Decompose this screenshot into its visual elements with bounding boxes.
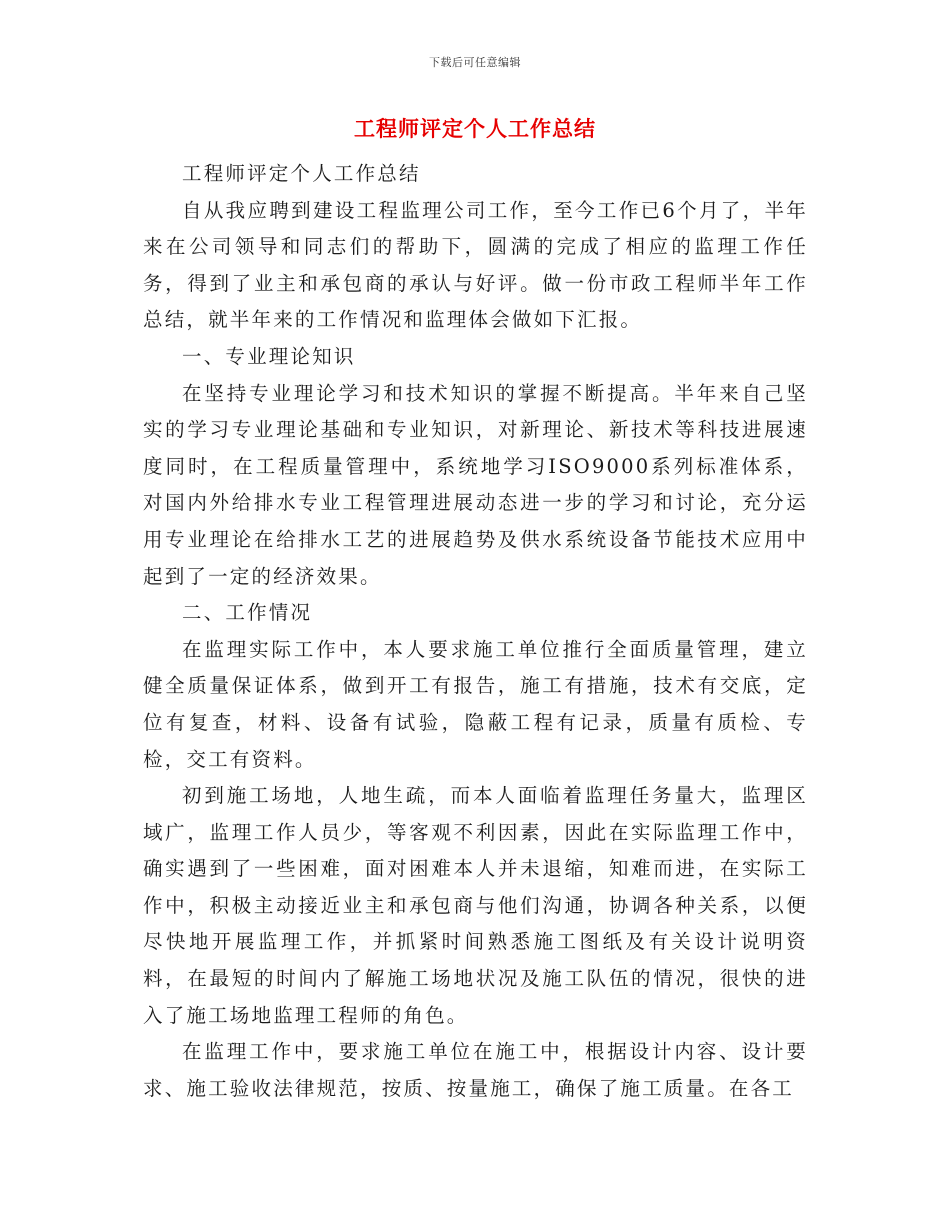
subtitle-paragraph: 工程师评定个人工作总结 <box>182 162 421 185</box>
section-2-paragraph-3: 在监理工作中，要求施工单位在施工中，根据设计内容、设计要求、施工验收法律规范，按质、按量施工，确保了施工质量。在各工 <box>143 1040 808 1100</box>
section-heading-2: 二、工作情况 <box>182 601 313 625</box>
section-2-paragraph-2: 初到施工场地，人地生疏，而本人面临着监理任务量大，监理区域广，监理工作人员少，等客观不利因素，因此在实际监理工作中，确实遇到了一些困难，面对困难本人并未退缩，知难而进，在实际工作中，积极主动接近业主和承包商与他们沟通，协调各种关系，以便尽快地开展监理工作，并抓紧时间熟悉施工图纸及有关设计说明资料，在最短的时间内了解施工场地状况及施工队伍的情况，很快的进入了施工场地监理工程师的角色。 <box>143 784 808 1027</box>
header-note: 下载后可任意编辑 <box>429 56 521 69</box>
section-2-paragraph-1: 在监理实际工作中，本人要求施工单位推行全面质量管理，建立健全质量保证体系，做到开工有报告，施工有措施，技术有交底，定位有复查，材料、设备有试验，隐蔽工程有记录，质量有质检、专检，交工有资料。 <box>143 637 808 771</box>
intro-paragraph: 自从我应聘到建设工程监理公司工作，至今工作已6个月了，半年来在公司领导和同志们的帮助下，圆满的完成了相应的监理工作任务，得到了业主和承包商的承认与好评。做一份市政工程师半年工作总结，就半年来的工作情况和监理体会做如下汇报。 <box>143 198 808 332</box>
section-1-paragraph: 在坚持专业理论学习和技术知识的掌握不断提高。半年来自己坚实的学习专业理论基础和专业知识，对新理论、新技术等科技进展速度同时，在工程质量管理中，系统地学习ISO9000系列标准体系，对国内外给排水专业工程管理进展动态进一步的学习和讨论，充分运用专业理论在给排水工艺的进展趋势及供水系统设备节能技术应用中起到了一定的经济效果。 <box>143 381 808 588</box>
document-title: 工程师评定个人工作总结 <box>354 116 596 141</box>
section-heading-1: 一、专业理论知识 <box>182 344 356 368</box>
document-body <box>143 156 808 1107</box>
